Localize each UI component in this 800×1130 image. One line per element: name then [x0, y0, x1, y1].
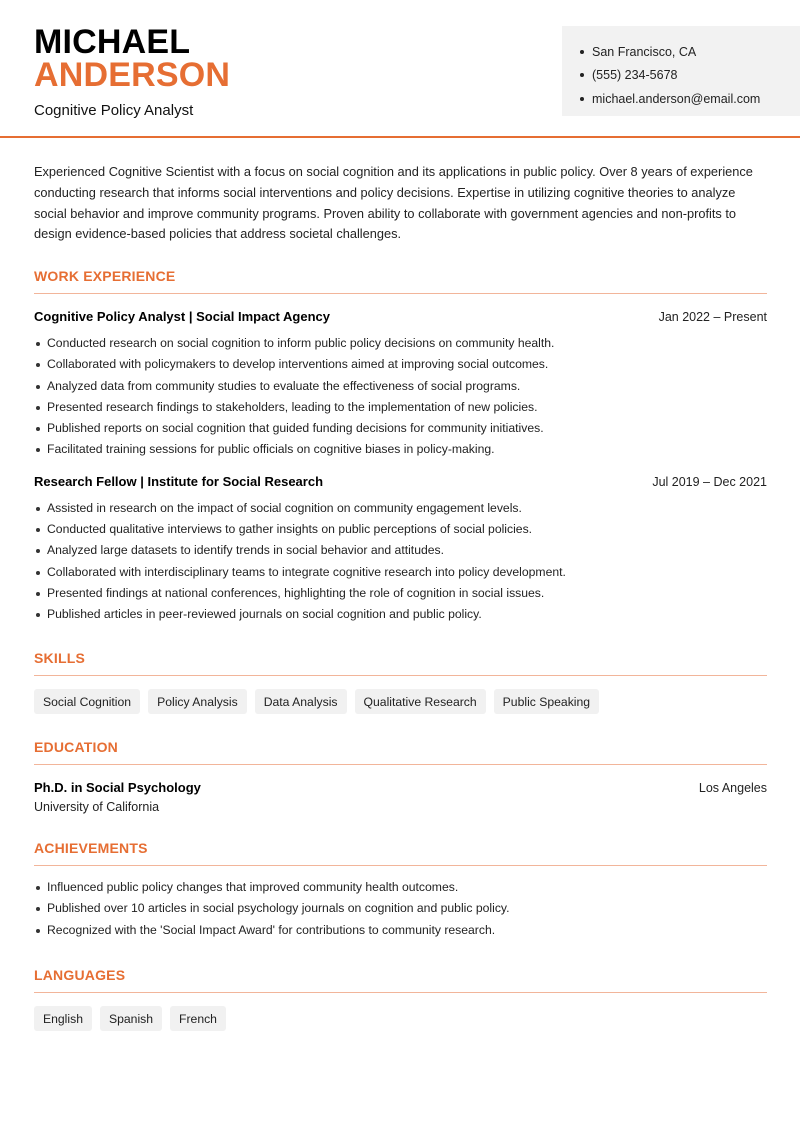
list-item — [34, 354, 767, 375]
skill-chip: Data Analysis — [255, 689, 347, 714]
achievements-list — [34, 877, 767, 941]
bullet-text: Recognized with the 'Social Impact Award' for contributions to community research. — [47, 922, 496, 937]
bullet-text: Analyzed large datasets to identify trends in social behavior and attitudes. — [47, 543, 445, 558]
bullet-icon — [36, 342, 40, 346]
languages-section — [34, 967, 767, 1031]
list-item — [34, 604, 767, 625]
job-header-1 — [34, 309, 767, 324]
bullet-icon — [580, 50, 584, 54]
bullet-icon — [36, 929, 40, 933]
bullet-icon — [36, 363, 40, 367]
list-item — [34, 562, 767, 583]
skill-chip: Public Speaking — [494, 689, 599, 714]
contact-location-text: San Francisco, CA — [592, 44, 697, 59]
list-item — [34, 898, 767, 919]
job-1-bullets — [34, 333, 767, 461]
summary-paragraph: Experienced Cognitive Scientist with a focus on social cognition and its applications in public policy. Over 8 years of experience conducting research that informs social interventions and policy decisions. Expertise in utilizing cognitive theories to analyze social behavior and improve community programs. Proven ability to collaborate with government agencies and non-profits to design evidence-based policies that address societal challenges. — [34, 164, 753, 242]
list-item — [34, 439, 767, 460]
section-title-work: WORK EXPERIENCE — [34, 268, 767, 294]
education-header — [34, 780, 767, 795]
bullet-icon — [36, 549, 40, 553]
first-name: MICHAEL — [34, 23, 191, 61]
list-item — [34, 333, 767, 354]
job-2-dates: Jul 2019 – Dec 2021 — [652, 474, 767, 489]
achievements-section — [34, 840, 767, 941]
job-header-2 — [34, 474, 767, 489]
bullet-icon — [36, 406, 40, 410]
languages-chips — [34, 1006, 767, 1031]
list-item — [34, 877, 767, 898]
skills-section — [34, 650, 767, 714]
bullet-text: Assisted in research on the impact of social cognition on community engagement levels. — [47, 500, 522, 515]
section-title-achievements: ACHIEVEMENTS — [34, 840, 767, 866]
education-location: Los Angeles — [698, 781, 767, 795]
contact-phone — [580, 64, 782, 88]
contact-list — [580, 40, 782, 111]
bullet-text: Presented findings at national conferences, highlighting the role of cognition in social issues. — [47, 585, 545, 600]
list-item — [34, 920, 767, 941]
bullet-icon — [36, 427, 40, 431]
name-block — [34, 23, 231, 119]
list-item — [34, 397, 767, 418]
job-1-dates: Jan 2022 – Present — [658, 310, 767, 324]
list-item — [34, 498, 767, 519]
bullet-text: Published over 10 articles in social psychology journals on cognition and public policy. — [47, 901, 510, 916]
resume-header — [0, 0, 800, 138]
list-item — [34, 519, 767, 540]
contact-phone-text: (555) 234-5678 — [592, 68, 678, 83]
list-item — [34, 583, 767, 604]
job-2-title: Research Fellow | Institute for Social Research — [34, 473, 324, 489]
list-item — [34, 418, 767, 439]
bullet-text: Collaborated with interdisciplinary teams to integrate cognitive research into policy development. — [47, 564, 566, 579]
contact-box — [562, 26, 800, 116]
job-2-bullets — [34, 498, 767, 626]
bullet-icon — [36, 592, 40, 596]
list-item — [34, 540, 767, 561]
education-section — [34, 739, 767, 814]
bullet-text: Conducted qualitative interviews to gather insights on public perceptions of social policies. — [47, 522, 533, 537]
section-title-education: EDUCATION — [34, 739, 767, 765]
skills-chips — [34, 689, 767, 714]
bullet-text: Presented research findings to stakeholders, leading to the implementation of new policies. — [47, 399, 538, 414]
skill-chip: Social Cognition — [34, 689, 140, 714]
bullet-text: Analyzed data from community studies to evaluate the effectiveness of social programs. — [47, 378, 521, 393]
bullet-text: Collaborated with policymakers to develop interventions aimed at improving social outcomes. — [47, 357, 549, 372]
contact-location — [580, 40, 782, 64]
job-1-title: Cognitive Policy Analyst | Social Impact Agency — [34, 309, 330, 324]
job-title: Cognitive Policy Analyst — [34, 102, 194, 119]
bullet-icon — [36, 613, 40, 617]
last-name: ANDERSON — [34, 56, 231, 94]
bullet-icon — [580, 97, 584, 101]
bullet-icon — [36, 448, 40, 452]
skill-chip: Qualitative Research — [355, 689, 486, 714]
bullet-icon — [36, 507, 40, 511]
bullet-icon — [36, 385, 40, 389]
language-chip: Spanish — [100, 1006, 162, 1031]
language-chip: English — [34, 1006, 92, 1031]
bullet-text: Conducted research on social cognition to inform public policy decisions on community health. — [47, 336, 555, 350]
bullet-text: Facilitated training sessions for public officials on cognitive biases in policy-making. — [47, 442, 495, 457]
list-item — [34, 376, 767, 397]
bullet-icon — [36, 886, 40, 890]
work-experience-section — [34, 268, 767, 626]
contact-email — [580, 87, 782, 111]
bullet-text: Influenced public policy changes that improved community health outcomes. — [47, 880, 459, 894]
bullet-icon — [36, 907, 40, 911]
education-degree: Ph.D. in Social Psychology — [34, 780, 201, 795]
language-chip: French — [170, 1006, 226, 1031]
bullet-icon — [36, 571, 40, 575]
bullet-icon — [36, 528, 40, 532]
contact-email-text: michael.anderson@email.com — [592, 91, 761, 106]
education-school: University of California — [34, 800, 160, 814]
bullet-text: Published articles in peer-reviewed journals on social cognition and public policy. — [47, 607, 482, 622]
section-title-languages: LANGUAGES — [34, 967, 767, 993]
bullet-icon — [580, 73, 584, 77]
bullet-text: Published reports on social cognition that guided funding decisions for community initiatives. — [47, 421, 544, 436]
skill-chip: Policy Analysis — [148, 689, 247, 714]
section-title-skills: SKILLS — [34, 650, 767, 676]
